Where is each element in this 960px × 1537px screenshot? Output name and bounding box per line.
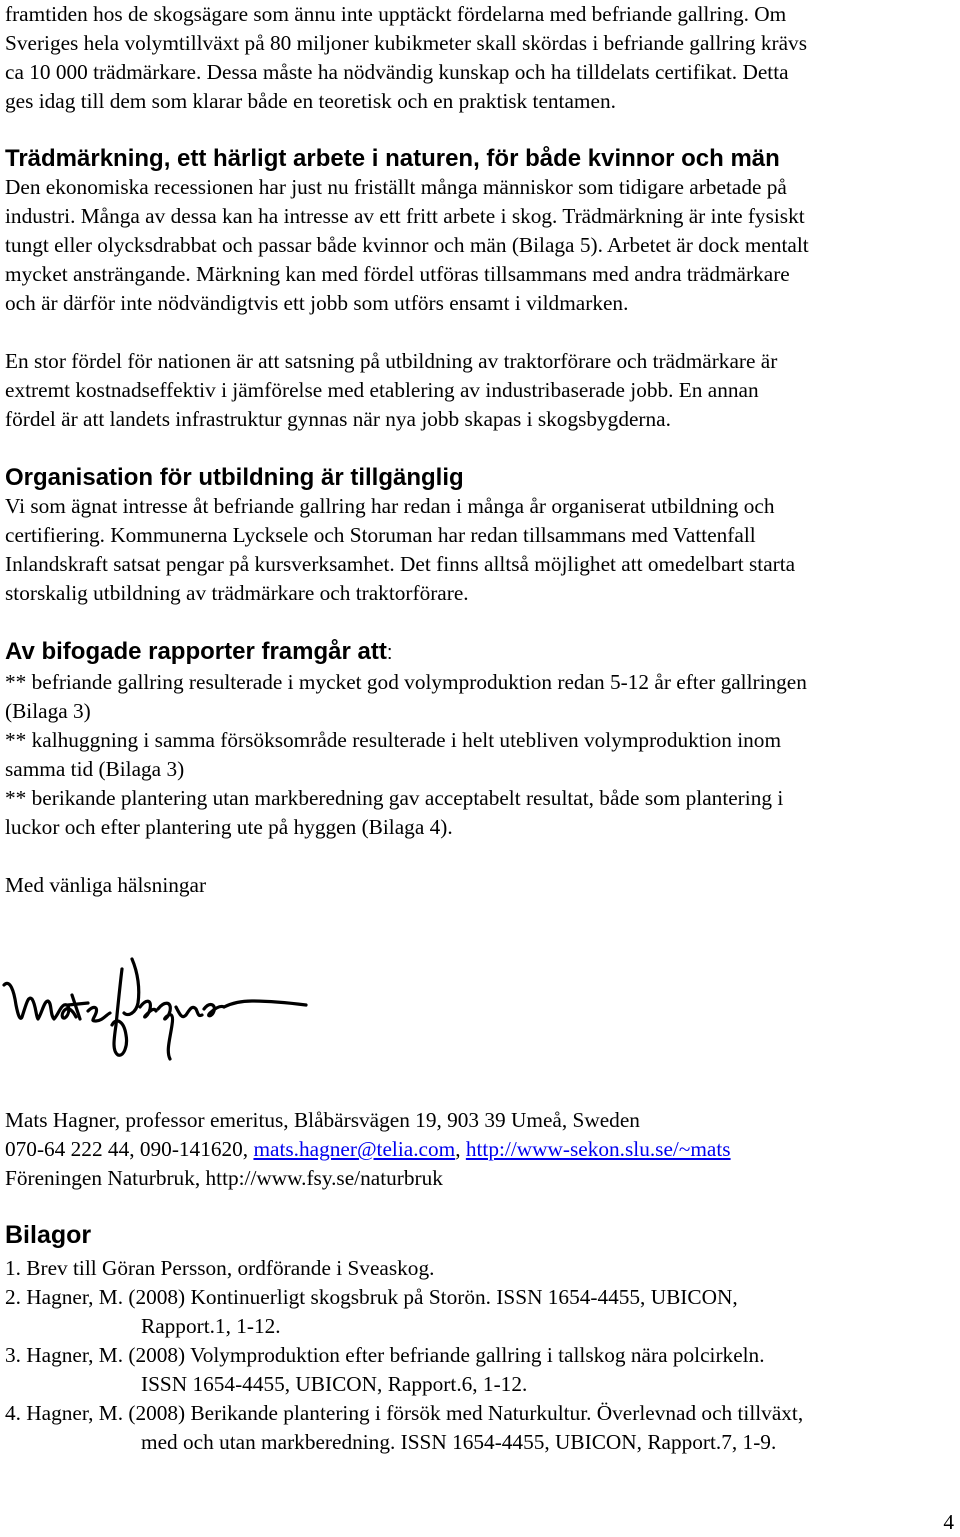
section-heading: Trädmärkning, ett härligt arbete i naturen, för både kvinnor och män [5,145,780,172]
section-rapporter [5,637,957,842]
website-link[interactable]: http://www-sekon.slu.se/~mats [465,1137,731,1161]
body-line: och är därför inte nödvändigtvis ett jobb som utförs ensamt i vildmarken. [5,291,629,315]
bullet-line: ** kalhuggning i samma försöksområde resulterade i helt utebliven volymproduktion inom [5,728,782,752]
section-tradmarkning [5,144,957,434]
body-line: Vi som ägnat intresse åt befriande gallring har redan i många år organiserat utbildning och [5,494,775,518]
email-link[interactable]: mats.hagner@telia.com [253,1137,456,1161]
bilaga-item-cont: med och utan markberedning. ISSN 1654-4455, UBICON, Rapport.7, 1-9. [141,1430,777,1454]
body-line: En stor fördel för nationen är att satsning på utbildning av traktorförare och trädmärkare är [5,349,778,373]
bilaga-item: 1. Brev till Göran Persson, ordförande i Sveaskog. [5,1256,435,1280]
body-line: certifiering. Kommunerna Lycksele och Storuman har redan tillsammans med Vattenfall [5,523,756,547]
intro-line: ca 10 000 trädmärkare. Dessa måste ha nödvändig kunskap och ha tilldelats certifikat. Detta [5,60,789,84]
bilagor-heading: Bilagor [5,1221,92,1249]
body-line: storskalig utbildning av trädmärkare och traktorförare. [5,581,469,605]
bilaga-item: 3. Hagner, M. (2008) Volymproduktion efter befriande gallring i tallskog nära polcirkeln. [5,1343,765,1367]
bullet-line: luckor och efter plantering ute på hyggen (Bilaga 4). [5,815,453,839]
bullet-line: (Bilaga 3) [5,699,91,723]
contact-block [5,1106,957,1457]
body-line: industri. Många av dessa kan ha intresse av ett fritt arbete i skog. Trädmärkning är inte fysiskt [5,204,805,228]
body-line: extremt kostnadseffektiv i jämförelse med etablering av industribaserade jobb. En annan [5,378,759,402]
section-heading: Av bifogade rapporter framgår att: [5,638,393,665]
section-organisation [5,463,957,608]
page-number: 4 [943,1510,954,1534]
intro-line: Sveriges hela volymtillväxt på 80 miljoner kubikmeter skall skördas i befriande gallring krävs [5,31,807,55]
intro-paragraph [5,0,957,116]
bilaga-item-cont: ISSN 1654-4455, UBICON, Rapport.6, 1-12. [141,1372,528,1396]
body-line: tungt eller olycksdrabbat och passar både kvinnor och män (Bilaga 5). Arbetet är dock mentalt [5,233,809,257]
body-line: Den ekonomiska recessionen har just nu friställt många människor som tidigare arbetade på [5,175,787,199]
intro-line: framtiden hos de skogsägare som ännu inte upptäckt fördelarna med befriande gallring. Om [5,2,787,26]
closing-greeting: Med vänliga hälsningar [5,873,207,897]
body-line: fördel är att landets infrastruktur gynnas när nya jobb skapas i skogsbygderna. [5,407,671,431]
bullet-line: ** berikande plantering utan markberedning gav acceptabelt resultat, både som plantering i [5,786,784,810]
bilaga-item-cont: Rapport.1, 1-12. [141,1314,281,1338]
bullet-line: samma tid (Bilaga 3) [5,757,185,781]
bilaga-item: 2. Hagner, M. (2008) Kontinuerligt skogsbruk på Storön. ISSN 1654-4455, UBICON, [5,1285,738,1309]
bilagor-list [5,1254,957,1457]
bilaga-item: 4. Hagner, M. (2008) Berikande plantering i försök med Naturkultur. Överlevnad och tillväxt, [5,1401,804,1425]
contact-line: Föreningen Naturbruk, http://www.fsy.se/naturbruk [5,1166,443,1190]
body-line: Inlandskraft satsat pengar på kursverksamhet. Det finns alltså möjlighet att omedelbart starta [5,552,796,576]
section-heading: Organisation för utbildning är tillgänglig [5,464,464,491]
intro-line: ges idag till dem som klarar både en teoretisk och en praktisk tentamen. [5,89,616,113]
signature-image [0,955,310,1075]
document-page [5,0,957,900]
contact-line: 070-64 222 44, 090-141620, mats.hagner@telia.com, http://www-sekon.slu.se/~mats [5,1137,731,1161]
body-line: mycket ansträngande. Märkning kan med fördel utföras tillsammans med andra trädmärkare [5,262,790,286]
contact-line: Mats Hagner, professor emeritus, Blåbärsvägen 19, 903 39 Umeå, Sweden [5,1108,640,1132]
bullet-line: ** befriande gallring resulterade i mycket god volymproduktion redan 5-12 år efter gallringen [5,670,807,694]
